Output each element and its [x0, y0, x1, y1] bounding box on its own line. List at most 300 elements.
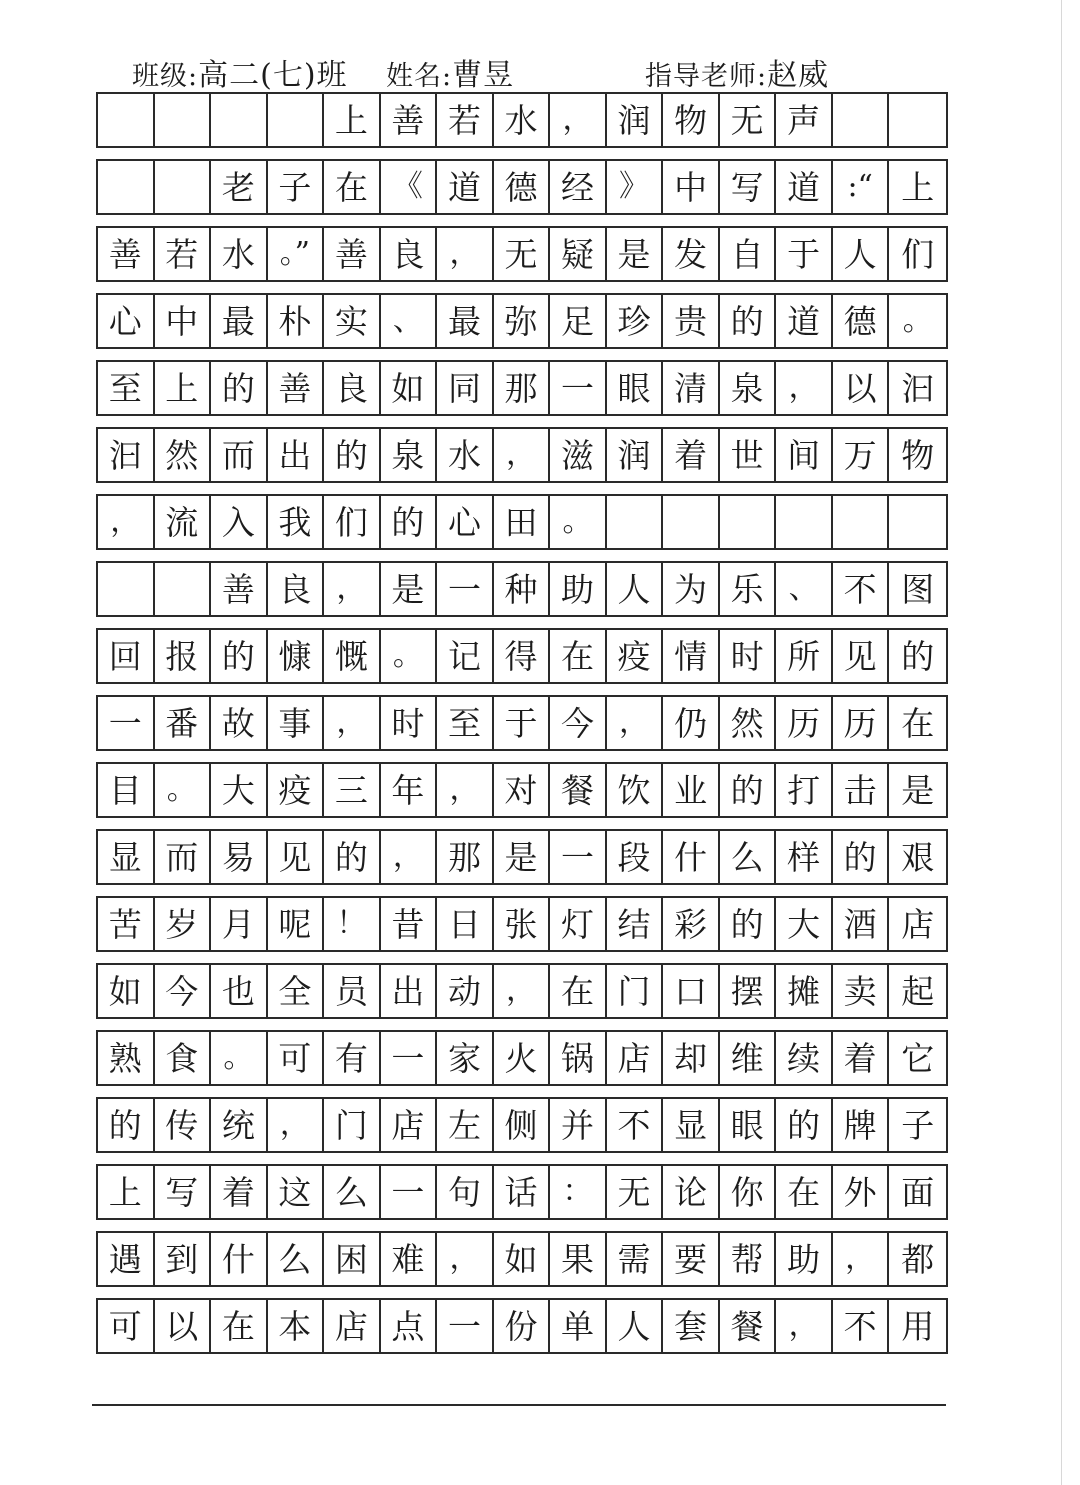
- grid-cell: 那: [494, 362, 551, 414]
- grid-cell: 良: [268, 563, 325, 615]
- grid-cell: 传: [155, 1099, 212, 1151]
- name-value: 曹昱: [452, 58, 515, 93]
- grid-cell: 。”: [268, 228, 325, 280]
- grid-cell: 事: [268, 697, 325, 749]
- grid-cell: 眼: [607, 362, 664, 414]
- grid-cell: 苦: [98, 898, 155, 950]
- grid-row: [96, 829, 948, 885]
- grid-cell: ，: [437, 228, 494, 280]
- teacher-value: 赵威: [767, 58, 830, 93]
- grid-cell: 弥: [494, 295, 551, 347]
- grid-cell: ，: [550, 94, 607, 146]
- grid-cell: 家: [437, 1032, 494, 1084]
- grid-cell: 实: [324, 295, 381, 347]
- grid-cell: 维: [720, 1032, 777, 1084]
- grid-cell: 然: [720, 697, 777, 749]
- grid-cell: 人: [607, 1300, 664, 1352]
- grid-cell: 的: [720, 898, 777, 950]
- grid-cell: 足: [550, 295, 607, 347]
- essay-grid: [96, 92, 948, 1365]
- grid-cell: 帮: [720, 1233, 777, 1285]
- grid-cell: 上: [324, 94, 381, 146]
- grid-cell: 无: [607, 1166, 664, 1218]
- grid-cell: 物: [901, 435, 935, 475]
- grid-cell: [211, 94, 268, 146]
- grid-cell: 套: [663, 1300, 720, 1352]
- grid-cell: ，: [437, 764, 494, 816]
- grid-cell: 道: [776, 295, 833, 347]
- grid-cell: 的: [324, 429, 381, 481]
- grid-cell: 并: [550, 1099, 607, 1151]
- grid-cell: 不: [833, 1300, 890, 1352]
- grid-cell: 写: [155, 1166, 212, 1218]
- grid-row: [96, 1164, 948, 1220]
- grid-cell: 以: [155, 1300, 212, 1352]
- grid-cell: 间: [776, 429, 833, 481]
- grid-cell: 口: [663, 965, 720, 1017]
- grid-cell: [776, 496, 833, 548]
- grid-cell: 以: [833, 362, 890, 414]
- grid-cell: 。: [155, 764, 212, 816]
- grid-row: [96, 762, 948, 818]
- grid-cell: 你: [720, 1166, 777, 1218]
- grid-row: [96, 963, 948, 1019]
- grid-cell: 牌: [833, 1099, 890, 1151]
- grid-cell: 无: [494, 228, 551, 280]
- grid-cell: 如: [381, 362, 438, 414]
- grid-cell: 大: [776, 898, 833, 950]
- grid-cell: 一: [437, 1300, 494, 1352]
- grid-cell: 话: [494, 1166, 551, 1218]
- grid-cell: 。: [902, 303, 933, 338]
- grid-cell: 中: [155, 295, 212, 347]
- name-label: 姓名:: [386, 61, 453, 92]
- grid-cell: 自: [720, 228, 777, 280]
- grid-cell: 善: [381, 94, 438, 146]
- grid-cell: 良: [381, 228, 438, 280]
- grid-cell: 子: [268, 161, 325, 213]
- grid-cell: 眼: [720, 1099, 777, 1151]
- grid-cell: 而: [155, 831, 212, 883]
- class-label: 班级:: [132, 61, 199, 92]
- grid-cell: 于: [494, 697, 551, 749]
- grid-cell: 的: [211, 630, 268, 682]
- grid-cell: 善: [211, 563, 268, 615]
- grid-cell: 最: [211, 295, 268, 347]
- grid-cell: 汩: [901, 368, 935, 408]
- grid-row: [96, 1298, 948, 1354]
- grid-cell: 我: [268, 496, 325, 548]
- grid-cell: 左: [437, 1099, 494, 1151]
- grid-cell: 统: [211, 1099, 268, 1151]
- grid-cell: 故: [211, 697, 268, 749]
- grid-cell: 单: [550, 1300, 607, 1352]
- grid-cell: 泉: [720, 362, 777, 414]
- grid-cell: 物: [663, 94, 720, 146]
- grid-cell: [155, 563, 212, 615]
- grid-cell: 滋: [550, 429, 607, 481]
- grid-cell: 水: [494, 94, 551, 146]
- grid-row: [96, 896, 948, 952]
- grid-cell: 最: [437, 295, 494, 347]
- grid-cell: 德: [833, 295, 890, 347]
- grid-cell: 门: [324, 1099, 381, 1151]
- grid-cell: 上: [155, 362, 212, 414]
- grid-cell: 情: [663, 630, 720, 682]
- grid-cell: 一: [437, 563, 494, 615]
- grid-cell: 不: [833, 563, 890, 615]
- grid-cell: 饮: [607, 764, 664, 816]
- grid-cell: 图: [901, 569, 935, 609]
- grid-cell: 水: [211, 228, 268, 280]
- grid-row: [96, 561, 948, 617]
- grid-row: [96, 427, 948, 483]
- grid-cell: 一: [550, 362, 607, 414]
- teacher-field: [645, 50, 829, 94]
- grid-row: [96, 695, 948, 751]
- grid-cell: 显: [663, 1099, 720, 1151]
- grid-cell: 业: [663, 764, 720, 816]
- grid-cell: 善: [324, 228, 381, 280]
- grid-cell: 在: [776, 1166, 833, 1218]
- grid-cell: 可: [268, 1032, 325, 1084]
- grid-cell: 到: [155, 1233, 212, 1285]
- grid-cell: 岁: [155, 898, 212, 950]
- grid-cell: 疑: [550, 228, 607, 280]
- grid-cell: 时: [381, 697, 438, 749]
- grid-cell: 泉: [381, 429, 438, 481]
- grid-cell: 种: [494, 563, 551, 615]
- grid-cell: 、: [381, 295, 438, 347]
- grid-cell: 。: [381, 630, 438, 682]
- grid-cell: 月: [211, 898, 268, 950]
- grid-cell: ，: [607, 697, 664, 749]
- grid-cell: 》: [607, 161, 664, 213]
- grid-cell: 朴: [268, 295, 325, 347]
- grid-cell: 可: [98, 1300, 155, 1352]
- grid-cell: 们: [901, 234, 935, 274]
- grid-cell: [889, 94, 946, 146]
- grid-cell: 的: [98, 1099, 155, 1151]
- grid-cell: [607, 496, 664, 548]
- grid-cell: 所: [776, 630, 833, 682]
- grid-cell: 却: [663, 1032, 720, 1084]
- grid-cell: 段: [607, 831, 664, 883]
- grid-cell: 的: [324, 831, 381, 883]
- grid-cell: 也: [211, 965, 268, 1017]
- grid-cell: 店: [901, 904, 935, 944]
- grid-cell: 疫: [268, 764, 325, 816]
- grid-cell: 清: [663, 362, 720, 414]
- grid-cell: 着: [211, 1166, 268, 1218]
- grid-cell: 击: [833, 764, 890, 816]
- grid-row: [96, 92, 948, 148]
- grid-cell: 为: [663, 563, 720, 615]
- grid-cell: 它: [901, 1038, 935, 1078]
- grid-cell: 。: [211, 1032, 268, 1084]
- grid-cell: 声: [776, 94, 833, 146]
- grid-cell: 餐: [720, 1300, 777, 1352]
- grid-cell: 于: [776, 228, 833, 280]
- grid-cell: 然: [155, 429, 212, 481]
- grid-cell: 是: [901, 770, 935, 810]
- grid-row: [96, 159, 948, 215]
- grid-cell: 在: [901, 703, 935, 743]
- grid-cell: 日: [437, 898, 494, 950]
- grid-cell: 回: [98, 630, 155, 682]
- grid-row: [96, 628, 948, 684]
- grid-cell: [98, 161, 155, 213]
- grid-row: [96, 293, 948, 349]
- grid-cell: 张: [494, 898, 551, 950]
- grid-cell: 道: [776, 161, 833, 213]
- grid-cell: 在: [550, 630, 607, 682]
- grid-cell: 店: [607, 1032, 664, 1084]
- grid-cell: 今: [550, 697, 607, 749]
- grid-cell: 一: [550, 831, 607, 883]
- grid-cell: 至: [98, 362, 155, 414]
- grid-cell: 熟: [98, 1032, 155, 1084]
- grid-cell: ，: [494, 965, 551, 1017]
- grid-cell: 历: [776, 697, 833, 749]
- grid-cell: 员: [324, 965, 381, 1017]
- grid-cell: ！: [324, 898, 381, 950]
- grid-cell: ，: [324, 563, 381, 615]
- grid-row: [96, 360, 948, 416]
- grid-cell: 什: [663, 831, 720, 883]
- grid-cell: 都: [901, 1239, 935, 1279]
- grid-cell: 心: [98, 295, 155, 347]
- grid-cell: 大: [211, 764, 268, 816]
- grid-row: [96, 1097, 948, 1153]
- grid-bottom-line: [92, 1404, 946, 1406]
- grid-cell: 万: [833, 429, 890, 481]
- grid-cell: 老: [211, 161, 268, 213]
- grid-cell: 流: [155, 496, 212, 548]
- grid-cell: 见: [268, 831, 325, 883]
- grid-cell: [663, 496, 720, 548]
- grid-cell: 不: [607, 1099, 664, 1151]
- class-field: [132, 50, 348, 94]
- grid-cell: 汩: [98, 429, 155, 481]
- grid-cell: 如: [494, 1233, 551, 1285]
- grid-cell: 果: [550, 1233, 607, 1285]
- grid-cell: ：: [550, 1166, 607, 1218]
- grid-cell: ，: [494, 429, 551, 481]
- grid-cell: 结: [607, 898, 664, 950]
- grid-cell: 人: [607, 563, 664, 615]
- grid-cell: 良: [324, 362, 381, 414]
- grid-cell: 若: [437, 94, 494, 146]
- grid-cell: 起: [901, 971, 935, 1011]
- grid-cell: 。: [550, 496, 607, 548]
- grid-cell: 心: [437, 496, 494, 548]
- grid-cell: 本: [268, 1300, 325, 1352]
- grid-cell: 困: [324, 1233, 381, 1285]
- grid-cell: 得: [494, 630, 551, 682]
- grid-row: [96, 1231, 948, 1287]
- grid-cell: 《: [381, 161, 438, 213]
- grid-cell: 善: [268, 362, 325, 414]
- grid-row: [96, 494, 948, 550]
- grid-cell: 一: [98, 697, 155, 749]
- grid-cell: 在: [550, 965, 607, 1017]
- grid-cell: 今: [155, 965, 212, 1017]
- grid-cell: 时: [720, 630, 777, 682]
- grid-cell: 是: [607, 228, 664, 280]
- grid-cell: 历: [833, 697, 890, 749]
- grid-cell: 道: [437, 161, 494, 213]
- grid-cell: 面: [901, 1172, 935, 1212]
- grid-cell: [98, 94, 155, 146]
- grid-cell: ，: [776, 1300, 833, 1352]
- grid-cell: 三: [324, 764, 381, 816]
- grid-cell: 食: [155, 1032, 212, 1084]
- grid-cell: 需: [607, 1233, 664, 1285]
- grid-cell: 全: [268, 965, 325, 1017]
- grid-cell: 疫: [607, 630, 664, 682]
- grid-cell: ，: [776, 362, 833, 414]
- grid-cell: 仍: [663, 697, 720, 749]
- name-field: [386, 50, 514, 94]
- grid-cell: 的: [720, 295, 777, 347]
- grid-cell: 艰: [901, 837, 935, 877]
- grid-cell: 门: [607, 965, 664, 1017]
- page-edge: [1061, 0, 1062, 1485]
- grid-cell: 善: [98, 228, 155, 280]
- grid-cell: 德: [494, 161, 551, 213]
- grid-cell: [889, 496, 946, 548]
- grid-cell: 这: [268, 1166, 325, 1218]
- grid-cell: ，: [324, 697, 381, 749]
- grid-cell: 句: [437, 1166, 494, 1218]
- grid-cell: 水: [437, 429, 494, 481]
- grid-cell: 一: [381, 1032, 438, 1084]
- grid-cell: 若: [155, 228, 212, 280]
- grid-cell: 同: [437, 362, 494, 414]
- grid-cell: 摊: [776, 965, 833, 1017]
- grid-cell: 记: [437, 630, 494, 682]
- grid-cell: 点: [381, 1300, 438, 1352]
- grid-cell: 那: [437, 831, 494, 883]
- grid-cell: 们: [324, 496, 381, 548]
- grid-cell: 入: [211, 496, 268, 548]
- grid-cell: :“: [833, 161, 890, 213]
- grid-cell: 助: [550, 563, 607, 615]
- grid-cell: 彩: [663, 898, 720, 950]
- grid-cell: ，: [98, 496, 155, 548]
- grid-cell: 贵: [663, 295, 720, 347]
- grid-cell: 报: [155, 630, 212, 682]
- grid-cell: 是: [494, 831, 551, 883]
- grid-cell: 子: [901, 1105, 935, 1145]
- grid-cell: 么: [268, 1233, 325, 1285]
- grid-cell: 续: [776, 1032, 833, 1084]
- grid-cell: 写: [720, 161, 777, 213]
- grid-cell: 如: [98, 965, 155, 1017]
- grid-cell: 而: [211, 429, 268, 481]
- grid-cell: ，: [437, 1233, 494, 1285]
- grid-cell: ，: [268, 1099, 325, 1151]
- grid-cell: 助: [776, 1233, 833, 1285]
- grid-cell: 么: [720, 831, 777, 883]
- grid-cell: 发: [663, 228, 720, 280]
- grid-cell: 动: [437, 965, 494, 1017]
- grid-cell: 火: [494, 1032, 551, 1084]
- class-value: 高二(七)班: [198, 58, 348, 93]
- grid-cell: 慨: [324, 630, 381, 682]
- grid-cell: 的: [833, 831, 890, 883]
- grid-cell: 样: [776, 831, 833, 883]
- grid-cell: 店: [381, 1099, 438, 1151]
- grid-cell: 酒: [833, 898, 890, 950]
- grid-cell: [833, 94, 890, 146]
- grid-cell: 中: [663, 161, 720, 213]
- grid-cell: 昔: [381, 898, 438, 950]
- grid-cell: 至: [437, 697, 494, 749]
- grid-cell: ，: [833, 1233, 890, 1285]
- grid-cell: 用: [901, 1306, 935, 1346]
- grid-cell: 什: [211, 1233, 268, 1285]
- grid-cell: [155, 161, 212, 213]
- grid-cell: 灯: [550, 898, 607, 950]
- grid-cell: ，: [381, 831, 438, 883]
- grid-cell: 锅: [550, 1032, 607, 1084]
- grid-cell: 侧: [494, 1099, 551, 1151]
- grid-row: [96, 1030, 948, 1086]
- grid-cell: 份: [494, 1300, 551, 1352]
- grid-cell: 乐: [720, 563, 777, 615]
- grid-cell: 的: [211, 362, 268, 414]
- grid-cell: 论: [663, 1166, 720, 1218]
- grid-cell: 目: [98, 764, 155, 816]
- grid-cell: 打: [776, 764, 833, 816]
- grid-cell: [833, 496, 890, 548]
- grid-cell: 、: [776, 563, 833, 615]
- grid-cell: 见: [833, 630, 890, 682]
- grid-cell: 是: [381, 563, 438, 615]
- grid-cell: 润: [607, 429, 664, 481]
- grid-cell: 的: [381, 496, 438, 548]
- grid-cell: 要: [663, 1233, 720, 1285]
- grid-cell: 在: [211, 1300, 268, 1352]
- grid-cell: 对: [494, 764, 551, 816]
- grid-cell: 出: [381, 965, 438, 1017]
- grid-cell: 上: [901, 167, 935, 207]
- grid-cell: 在: [324, 161, 381, 213]
- grid-cell: 着: [833, 1032, 890, 1084]
- grid-cell: 的: [720, 764, 777, 816]
- grid-cell: 显: [98, 831, 155, 883]
- grid-cell: 番: [155, 697, 212, 749]
- grid-cell: 经: [550, 161, 607, 213]
- grid-cell: 年: [381, 764, 438, 816]
- grid-cell: 上: [98, 1166, 155, 1218]
- grid-cell: 的: [776, 1099, 833, 1151]
- grid-cell: [720, 496, 777, 548]
- grid-cell: 遇: [98, 1233, 155, 1285]
- grid-cell: 餐: [550, 764, 607, 816]
- teacher-label: 指导老师:: [645, 61, 768, 92]
- grid-cell: [268, 94, 325, 146]
- grid-cell: 卖: [833, 965, 890, 1017]
- grid-cell: 有: [324, 1032, 381, 1084]
- grid-cell: 难: [381, 1233, 438, 1285]
- grid-row: [96, 226, 948, 282]
- grid-cell: 世: [720, 429, 777, 481]
- grid-cell: 无: [720, 94, 777, 146]
- grid-cell: 店: [324, 1300, 381, 1352]
